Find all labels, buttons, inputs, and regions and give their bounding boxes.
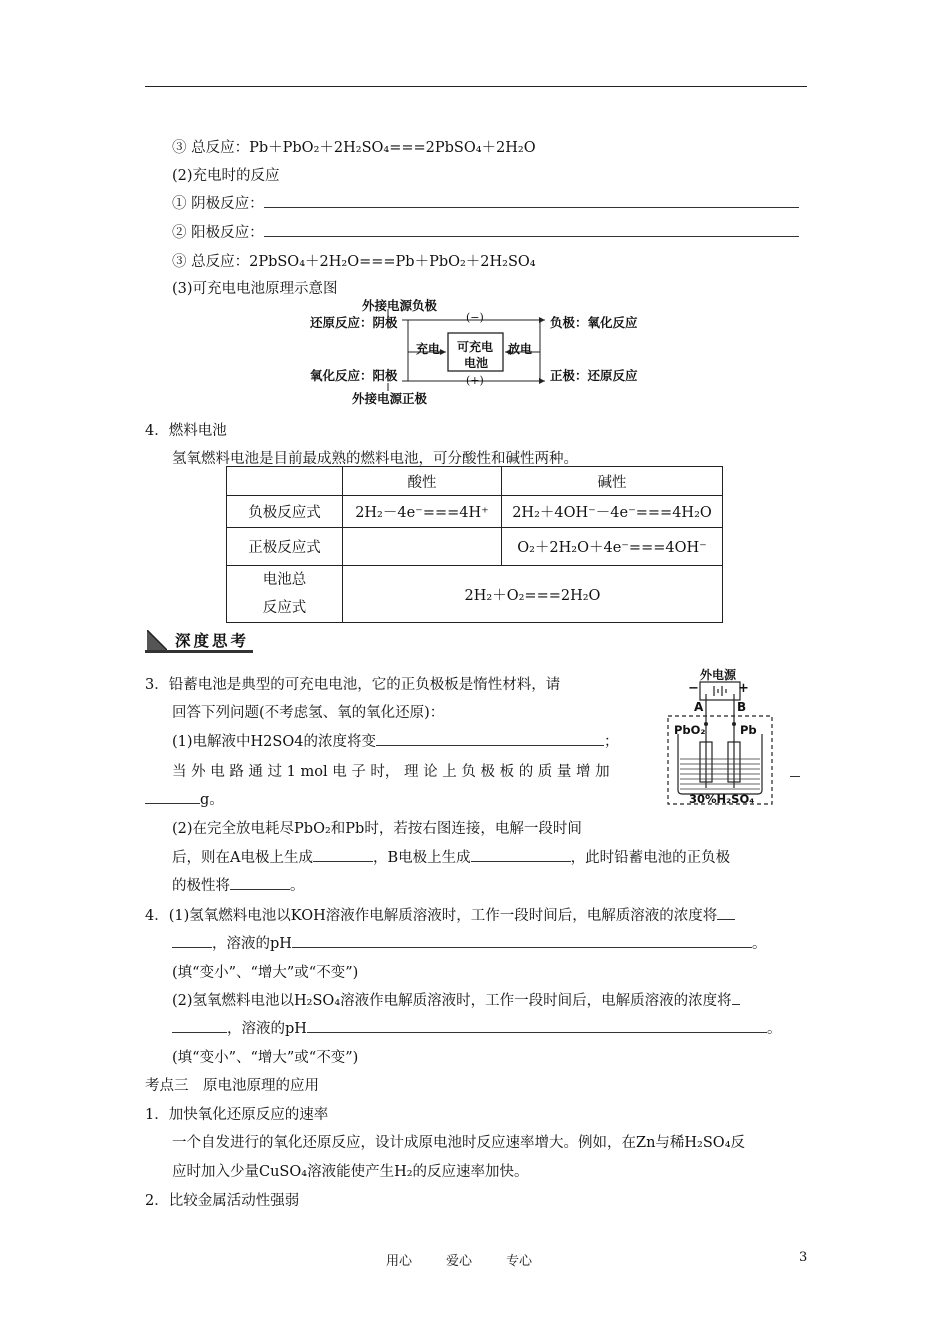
q3-4-line3-prefix: 的极性将 xyxy=(172,878,230,894)
q4-2-period: 。 xyxy=(766,1021,782,1037)
q3-4-line3 xyxy=(172,874,305,895)
schematic-bottom-label: 外接电源正极 xyxy=(352,391,428,406)
q3-1-line xyxy=(172,730,618,751)
q4-2-blank-c[interactable] xyxy=(307,1018,767,1033)
q3-4-line2 xyxy=(172,846,730,867)
table-row3-value: 2H₂＋O₂===2H₂O xyxy=(343,566,723,623)
footer-word-3: 专心 xyxy=(506,1254,533,1269)
total-discharge-reaction: ③ 总反应：Pb＋PbO₂＋2H₂SO₄===2PbSO₄＋2H₂O xyxy=(172,140,536,156)
q4-2-mid: ，溶液的pH xyxy=(227,1021,307,1037)
q3-4-blank-a[interactable] xyxy=(313,847,373,862)
schematic-right-bottom: 正极：还原反应 xyxy=(550,368,638,383)
schematic-box-line2: 电池 xyxy=(464,356,489,370)
q3-1-suffix: ； xyxy=(603,734,619,750)
table-header-empty xyxy=(227,467,343,496)
fuel-cell-intro: 氢氧燃料电池是目前最成熟的燃料电池，可分酸性和碱性两种。 xyxy=(172,451,578,467)
schematic-left-top: 还原反应：阴极 xyxy=(310,315,398,330)
header-rule xyxy=(145,86,807,87)
q3-4-c: ，此时铅蓄电池的正负极 xyxy=(570,850,731,866)
schematic-box-line1: 可充电 xyxy=(457,340,494,354)
q3-2-blank-a[interactable] xyxy=(790,762,800,777)
footer-word-1: 用心 xyxy=(386,1254,413,1269)
charging-title: (2)充电时的反应 xyxy=(172,168,280,184)
q3-2-line: 当 外 电 路 通 过 1 mol 电 子 时， 理 论 上 负 极 板 的 质 量 增 加 xyxy=(172,764,610,780)
total-charge-reaction: ③ 总反应：2PbSO₄＋2H₂O===Pb＋PbO₂＋2H₂SO₄ xyxy=(172,254,536,270)
table-row2-label: 正极反应式 xyxy=(227,528,343,566)
table-row2-base: O₂＋2H₂O＋4e⁻===4OH⁻ xyxy=(502,528,723,566)
section-marker-icon xyxy=(147,630,167,650)
topic3-item2-title: 2．比较金属活动性强弱 xyxy=(145,1193,300,1209)
q3-3-suffix: g。 xyxy=(200,792,224,808)
diagram-title: (3)可充电电池原理示意图 xyxy=(172,281,338,297)
table-row2-acid xyxy=(343,528,502,566)
q4-1-mid: ，溶液的pH xyxy=(212,936,292,952)
q4-1-blank-c[interactable] xyxy=(292,933,752,948)
figure-b: B xyxy=(737,700,747,714)
q3-line1: 3．铅蓄电池是典型的可充电电池，它的正负极板是惰性材料，请 xyxy=(145,677,561,693)
deep-thinking-header xyxy=(145,628,253,652)
q3-4-line3-suffix: 。 xyxy=(290,878,305,894)
schematic-plus: (+) xyxy=(466,374,484,387)
q4-1-hint: (填“变小”、“增大”或“不变”) xyxy=(172,965,359,981)
q4-2-text: (2)氢氧燃料电池以H₂SO₄溶液作电解质溶液时，工作一段时间后，电解质溶液的浓度将 xyxy=(172,993,732,1009)
schematic-minus: (−) xyxy=(466,311,484,324)
table-row1-label: 负极反应式 xyxy=(227,496,343,528)
q4-2-blank-b[interactable] xyxy=(172,1018,227,1033)
q4-1-line1 xyxy=(145,904,735,925)
q4-2-hint: (填“变小”、“增大”或“不变”) xyxy=(172,1050,359,1066)
topic3-item1-line2: 应时加入少量CuSO₄溶液能使产生H₂的反应速率加快。 xyxy=(172,1164,529,1180)
q3-line2: 回答下列问题(不考虑氢、氧的氧化还原)： xyxy=(172,705,445,721)
q3-4-b: ，B电极上生成 xyxy=(372,850,471,866)
table-row1-acid: 2H₂－4e⁻===4H⁺ xyxy=(343,496,502,528)
q4-1-blank-a[interactable] xyxy=(717,905,735,920)
table-row3-label xyxy=(227,566,343,623)
q4-2-line2 xyxy=(172,1017,781,1038)
q3-2-blank-start xyxy=(790,762,800,781)
schematic-left-bottom: 氧化反应：阳极 xyxy=(310,368,398,383)
fuel-cell-table xyxy=(226,466,723,623)
footer-word-2: 爱心 xyxy=(446,1254,473,1269)
deep-thinking-title: 深度思考 xyxy=(175,632,250,650)
q3-3-blank[interactable] xyxy=(145,789,200,804)
cathode-label: ① 阴极反应： xyxy=(172,196,264,212)
figure-right-electrode: Pb xyxy=(740,723,757,737)
q3-4-a: 后，则在A电极上生成 xyxy=(172,850,313,866)
anode-label: ② 阳极反应： xyxy=(172,225,264,241)
figure-power-label: 外电源 xyxy=(700,668,737,682)
anode-blank[interactable] xyxy=(264,222,799,237)
table-row3-label-1: 电池总 xyxy=(262,572,307,588)
cathode-blank[interactable] xyxy=(264,193,799,208)
schematic-right-top: 负极：氧化反应 xyxy=(550,315,638,330)
q4-2-blank-a[interactable] xyxy=(732,990,740,1005)
anode-line xyxy=(172,221,799,242)
q3-3-line xyxy=(145,788,224,809)
q3-4-blank-b[interactable] xyxy=(471,847,571,862)
q4-1-text: 4．(1)氢氧燃料电池以KOH溶液作电解质溶液时，工作一段时间后，电解质溶液的浓度将 xyxy=(145,908,718,924)
figure-a: A xyxy=(694,700,704,714)
figure-plus: + xyxy=(738,681,749,696)
schematic-charge: 充电 xyxy=(416,342,441,356)
table-row3-label-2: 反应式 xyxy=(262,600,307,616)
q3-4-blank-c[interactable] xyxy=(230,875,290,890)
topic3-item1-title: 1．加快氧化还原反应的速率 xyxy=(145,1107,329,1123)
cathode-line xyxy=(172,192,799,213)
deep-thinking-bar xyxy=(145,650,253,653)
fuel-cell-heading: 4．燃料电池 xyxy=(145,423,227,439)
q3-1-blank[interactable] xyxy=(376,731,604,746)
topic3-heading: 考点三 原电池原理的应用 xyxy=(145,1078,319,1094)
table-header-base: 碱性 xyxy=(502,467,723,496)
q4-2-line1 xyxy=(172,989,740,1010)
q4-1-line2 xyxy=(172,932,766,953)
figure-electrolyte: 30%H₂SO₄ xyxy=(689,792,755,806)
q3-1-prefix: (1)电解液中H2SO4的浓度将变 xyxy=(172,734,376,750)
q4-1-period: 。 xyxy=(751,936,767,952)
q4-1-blank-b[interactable] xyxy=(172,933,212,948)
page-number: 3 xyxy=(799,1250,808,1265)
table-row1-base: 2H₂＋4OH⁻－4e⁻===4H₂O xyxy=(502,496,723,528)
figure-minus: − xyxy=(688,681,699,696)
figure-left-electrode: PbO₂ xyxy=(674,723,706,737)
schematic-top-label: 外接电源负极 xyxy=(362,298,438,313)
schematic-discharge: 放电 xyxy=(508,342,533,356)
topic3-item1-line1: 一个自发进行的氧化还原反应，设计成原电池时反应速率增大。例如，在Zn与稀H₂SO₄反 xyxy=(172,1135,746,1151)
q3-4-line1: (2)在完全放电耗尽PbO₂和Pb时，若按右图连接，电解一段时间 xyxy=(172,821,582,837)
table-header-acid: 酸性 xyxy=(343,467,502,496)
